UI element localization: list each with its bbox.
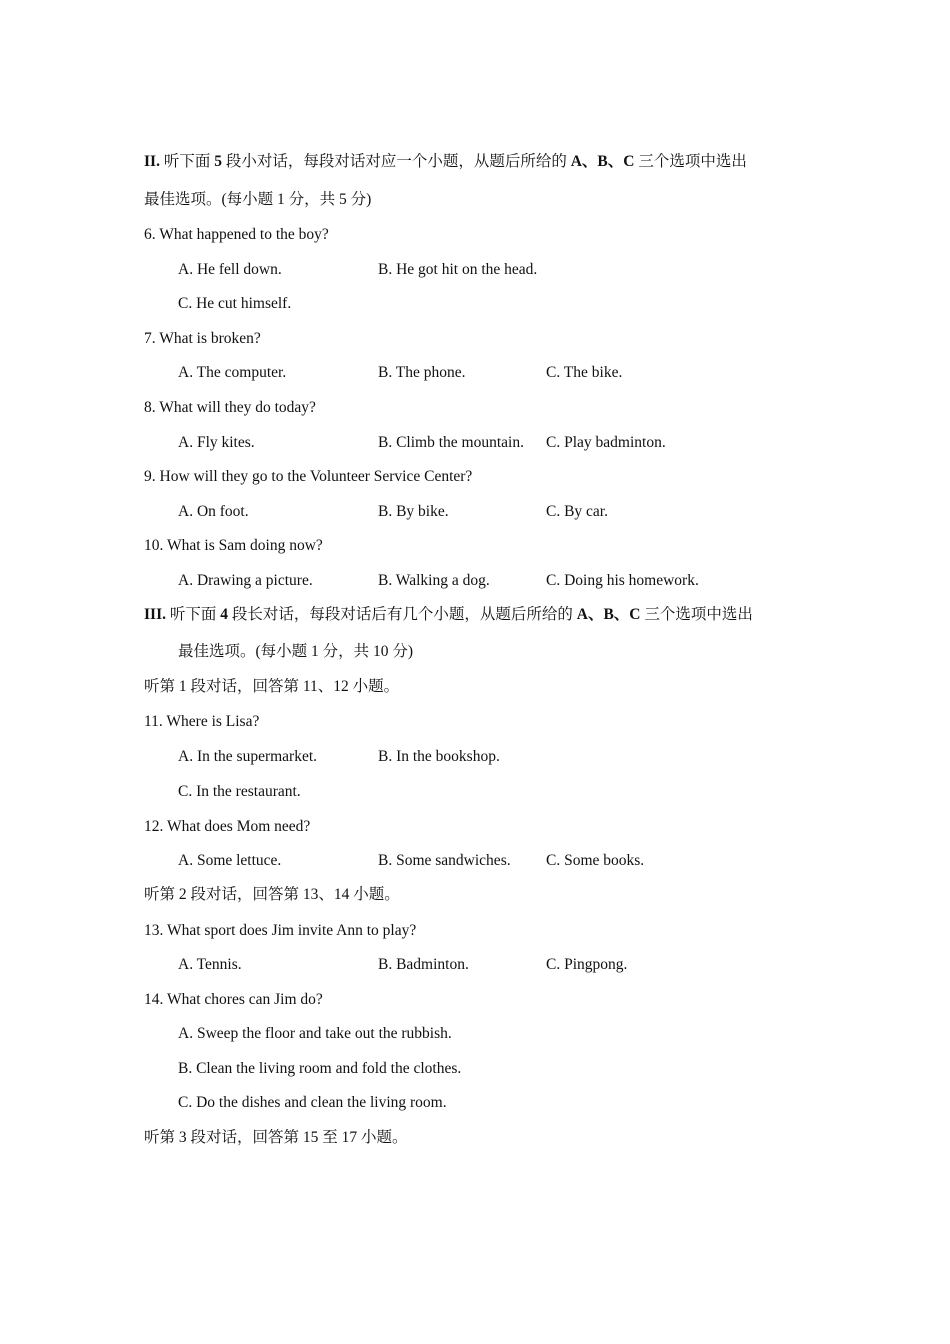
q9-option-b: B. By bike. xyxy=(378,503,449,520)
q9-option-a: A. On foot. xyxy=(178,503,249,520)
question-7: 7. What is broken? xyxy=(144,330,261,347)
q13-option-c: C. Pingpong. xyxy=(546,956,628,973)
q9-option-c: C. By car. xyxy=(546,503,608,520)
question-13: 13. What sport does Jim invite Ann to play? xyxy=(144,922,417,939)
q14-option-b: B. Clean the living room and fold the clothes. xyxy=(178,1060,462,1077)
section-2-instr-a: 听下面 xyxy=(159,153,215,170)
q10-option-a: A. Drawing a picture. xyxy=(178,572,313,589)
question-11: 11. Where is Lisa? xyxy=(144,713,260,730)
q6-option-c: C. He cut himself. xyxy=(178,295,292,312)
section-2-instr-c: 三个选项中选出 xyxy=(634,153,747,170)
q10-option-b: B. Walking a dog. xyxy=(378,572,490,589)
section-2-opts: A、B、C xyxy=(570,153,635,170)
dialogue-3-header: 听第 3 段对话，回答第 15 至 17 小题。 xyxy=(144,1129,408,1146)
section-2-instruction-line2: 最佳选项。(每小题 1 分，共 5 分) xyxy=(144,191,372,208)
q13-option-a: A. Tennis. xyxy=(178,956,242,973)
section-3-instr-b: 段长对话，每段对话后有几个小题，从题后所给的 xyxy=(228,606,577,623)
section-3-instruction-line2: 最佳选项。(每小题 1 分，共 10 分) xyxy=(178,643,414,660)
dialogue-1-header: 听第 1 段对话，回答第 11、12 小题。 xyxy=(144,678,400,695)
q8-option-b: B. Climb the mountain. xyxy=(378,434,524,451)
q12-option-c: C. Some books. xyxy=(546,852,645,869)
q11-option-c: C. In the restaurant. xyxy=(178,783,301,800)
section-2-count: 5 xyxy=(214,153,222,170)
q11-option-a: A. In the supermarket. xyxy=(178,748,318,765)
q12-option-a: A. Some lettuce. xyxy=(178,852,282,869)
section-3-roman: III. xyxy=(144,606,166,623)
question-12: 12. What does Mom need? xyxy=(144,818,311,835)
q6-option-a: A. He fell down. xyxy=(178,261,282,278)
section-3-instruction xyxy=(144,605,753,625)
section-3-instr-c: 三个选项中选出 xyxy=(640,606,753,623)
q7-option-a: A. The computer. xyxy=(178,364,287,381)
section-2-instr-b: 段小对话，每段对话对应一个小题，从题后所给的 xyxy=(221,153,571,170)
section-3-count: 4 xyxy=(220,606,228,623)
section-2-roman: II. xyxy=(144,153,160,170)
q7-option-c: C. The bike. xyxy=(546,364,623,381)
q13-option-b: B. Badminton. xyxy=(378,956,469,973)
q14-option-a: A. Sweep the floor and take out the rubbish. xyxy=(178,1025,452,1042)
q7-option-b: B. The phone. xyxy=(378,364,466,381)
section-2-instruction xyxy=(144,152,747,172)
question-6: 6. What happened to the boy? xyxy=(144,226,329,243)
q10-option-c: C. Doing his homework. xyxy=(546,572,699,589)
question-8: 8. What will they do today? xyxy=(144,399,316,416)
question-10: 10. What is Sam doing now? xyxy=(144,537,323,554)
question-9: 9. How will they go to the Volunteer Service Center? xyxy=(144,468,473,485)
question-14: 14. What chores can Jim do? xyxy=(144,991,323,1008)
section-3-opts: A、B、C xyxy=(576,606,641,623)
q8-option-a: A. Fly kites. xyxy=(178,434,255,451)
section-3-instr-a: 听下面 xyxy=(165,606,221,623)
q11-option-b: B. In the bookshop. xyxy=(378,748,500,765)
q8-option-c: C. Play badminton. xyxy=(546,434,666,451)
q12-option-b: B. Some sandwiches. xyxy=(378,852,511,869)
q6-option-b: B. He got hit on the head. xyxy=(378,261,538,278)
dialogue-2-header: 听第 2 段对话，回答第 13、14 小题。 xyxy=(144,886,400,903)
q14-option-c: C. Do the dishes and clean the living room. xyxy=(178,1094,447,1111)
